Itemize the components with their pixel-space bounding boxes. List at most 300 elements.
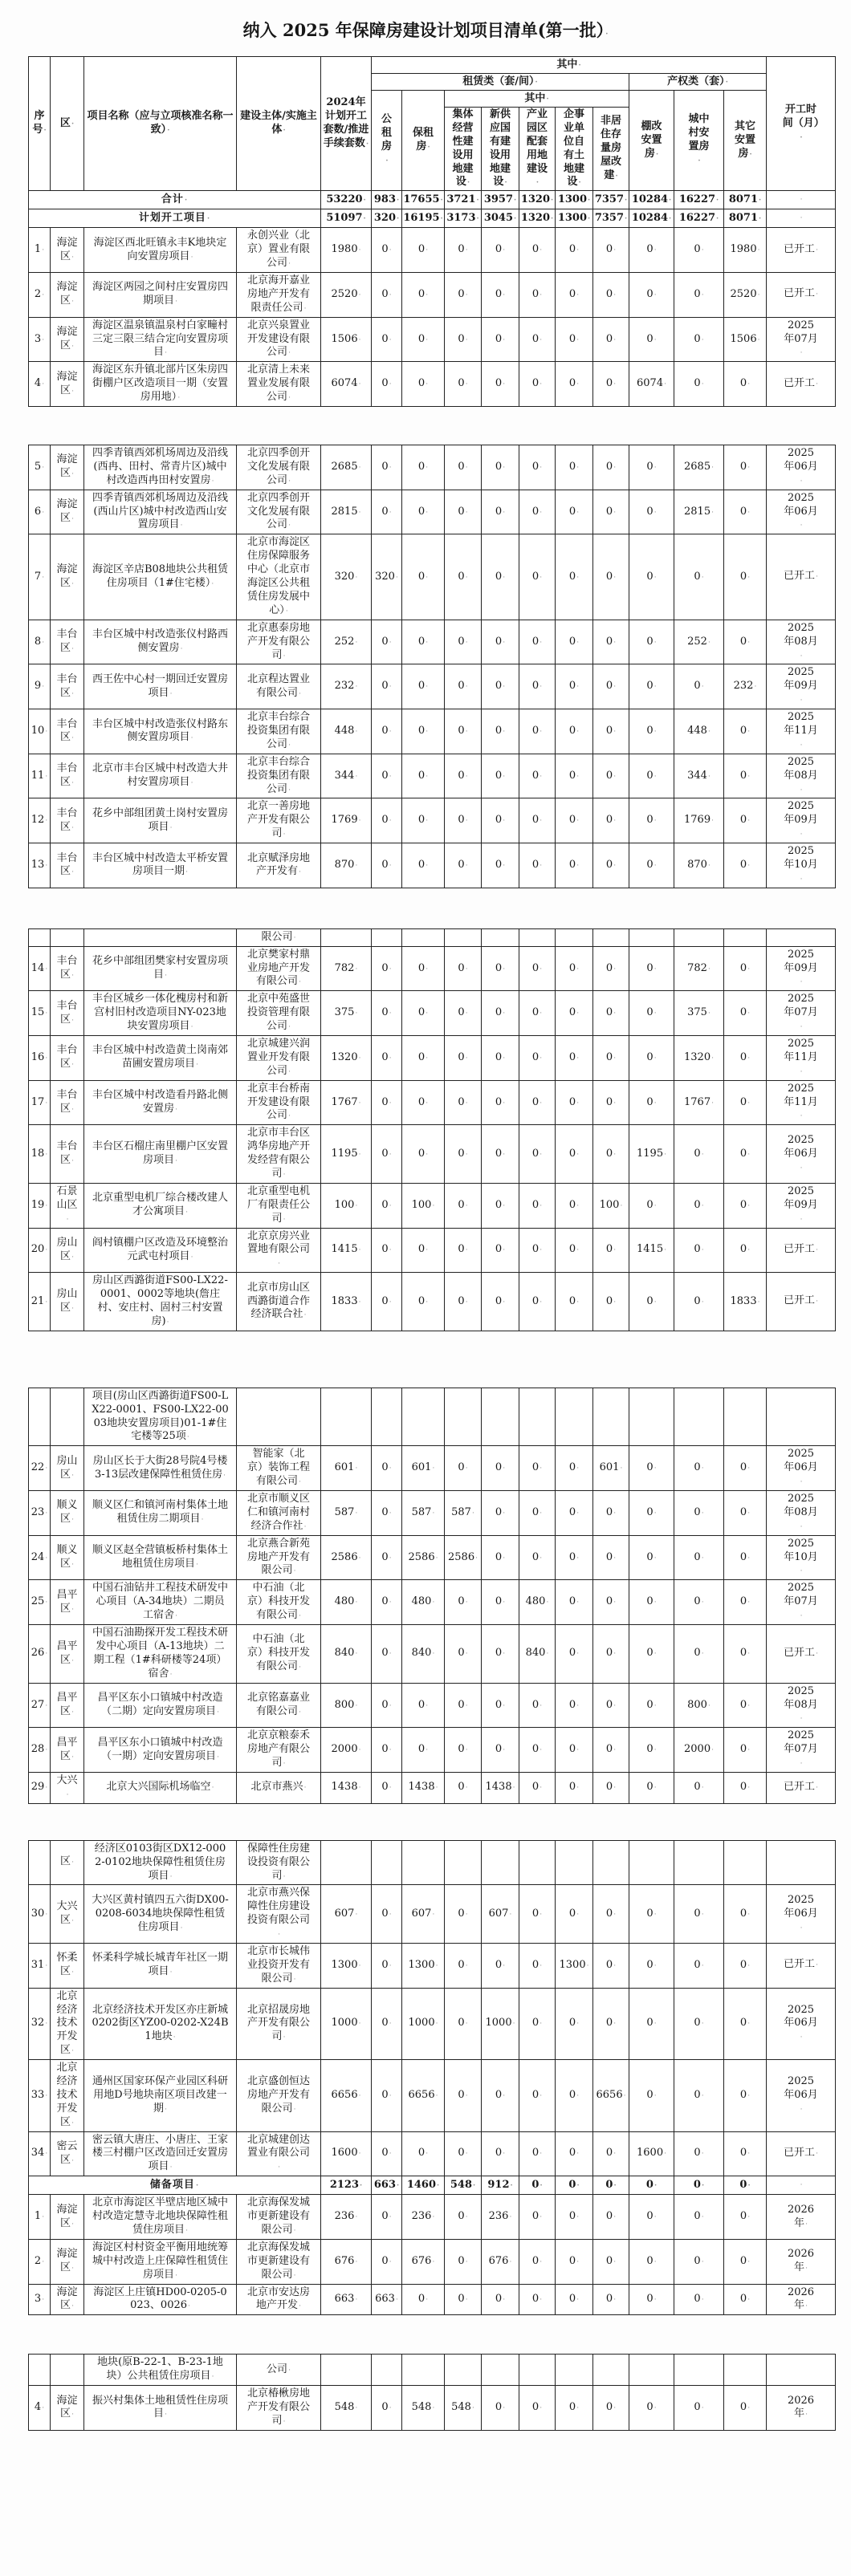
new-state-land-cell xyxy=(482,228,519,273)
collective-land-cell xyxy=(445,1388,482,1446)
public-rental-cell-text: 0 · xyxy=(381,2255,391,2267)
urban-village-resettle-cell xyxy=(674,664,724,709)
shantytown-resettle-cell xyxy=(629,2060,674,2131)
plan-2024-cell xyxy=(321,1035,372,1080)
new-state-land-cell xyxy=(482,843,519,888)
subsidized-rental-cell-text: 0 · xyxy=(418,1699,428,1711)
enterprise-land-cell xyxy=(556,1273,593,1331)
industrial-park-cell xyxy=(519,1580,556,1625)
urban-village-resettle-cell-text: 344 · xyxy=(687,770,711,782)
public-rental-cell xyxy=(372,317,402,362)
shantytown-resettle-cell-text: 0 · xyxy=(646,243,656,255)
other-resettle-cell xyxy=(724,2131,767,2176)
non-residential-cell-text: 0 · xyxy=(606,1006,616,1018)
col-header-enterprise-land-text: 企事业单位自有土地建设 · xyxy=(563,108,586,189)
start-time-cell xyxy=(767,1988,836,2059)
plan-2024-cell-text: 100 · xyxy=(335,1199,358,1211)
district-cell-text: 北京经济技术开发区 · xyxy=(56,2062,79,2129)
enterprise-land-cell xyxy=(556,709,593,754)
collective-land-cell-text: 0 · xyxy=(458,2017,467,2029)
project-row xyxy=(29,754,836,798)
seq-cell xyxy=(29,228,51,273)
public-rental-cell-text: 0 · xyxy=(381,2017,391,2029)
enterprise-land-cell-text: 0 · xyxy=(569,1699,579,1711)
subsidized-rental-cell-text: 601 · xyxy=(412,1461,435,1473)
new-state-land-cell xyxy=(482,1535,519,1580)
col-header-non-residential-text: 非居住存量房屋改建 · xyxy=(600,115,623,182)
shantytown-resettle-cell-text: 0 · xyxy=(646,1006,656,1018)
shantytown-resettle-cell xyxy=(629,2239,674,2284)
subsidized-rental-cell xyxy=(402,1625,445,1684)
plan-2024-cell xyxy=(321,1535,372,1580)
project-name-cell-text: 房山区西潞街道FS00-LX22-0001、0002等地块(詹庄村、安庄村、固村三村安置房) · xyxy=(92,1274,228,1327)
enterprise-land-cell xyxy=(556,273,593,318)
other-resettle-cell-text: 0 · xyxy=(740,814,750,826)
new-state-land-cell xyxy=(482,928,519,946)
plan-2024-cell xyxy=(321,1885,372,1944)
other-resettle-cell-text: 0 · xyxy=(740,1006,750,1018)
col-header-builder xyxy=(237,57,321,191)
other-resettle-cell xyxy=(724,2355,767,2386)
other-resettle-cell xyxy=(724,1446,767,1491)
shantytown-resettle-cell xyxy=(629,928,674,946)
start-time-cell-text: 2025年07月 · xyxy=(783,319,818,360)
seq-cell-text: 15 · xyxy=(31,1006,47,1018)
subsidized-rental-cell xyxy=(402,1228,445,1273)
builder-cell-text: 北京市安达房地产开发 · xyxy=(247,2286,310,2312)
district-cell-text: 海淀区 · xyxy=(56,281,79,308)
urban-village-resettle-cell xyxy=(674,1625,724,1684)
shantytown-resettle-cell xyxy=(629,1625,674,1684)
enterprise-land-cell-text: 0 · xyxy=(569,1743,579,1755)
collective-land-cell-text: 0 · xyxy=(458,1959,467,1971)
industrial-park-cell xyxy=(519,1772,556,1803)
start-time-cell-text: 已开工 · xyxy=(783,1781,818,1794)
col-header-subsidized-rental-text: 保租房 · xyxy=(412,127,435,154)
project-name-cell-text: 地块(原B-22-1、B-23-1地块）公共租赁住房项目 · xyxy=(97,2356,223,2382)
subsidized-rental-cell xyxy=(402,273,445,318)
project-row xyxy=(29,1772,836,1803)
new-state-land-cell-text: 0 · xyxy=(495,814,505,826)
enterprise-land-cell-text: 0 · xyxy=(569,962,579,974)
non-residential-cell-text: 0 · xyxy=(606,1595,616,1607)
new-state-land-cell xyxy=(482,1728,519,1773)
other-resettle-cell xyxy=(724,1683,767,1728)
collective-land-cell xyxy=(445,490,482,534)
col-header-subsidized-rental xyxy=(402,91,445,191)
public-rental-cell-text: 0 · xyxy=(381,1006,391,1018)
industrial-park-cell xyxy=(519,1728,556,1773)
public-rental-cell-text: 0 · xyxy=(381,1461,391,1473)
seq-cell xyxy=(29,798,51,843)
subsidized-rental-cell-text: 0 · xyxy=(418,377,428,389)
project-row xyxy=(29,1228,836,1273)
enterprise-land-cell xyxy=(556,317,593,362)
urban-village-resettle-cell xyxy=(674,1446,724,1491)
start-time-cell-text: 已开工 · xyxy=(783,1958,818,1972)
builder-cell-text: 北京盛创恒达房地产开发有限公司 · xyxy=(247,2075,310,2115)
collective-land-cell xyxy=(445,191,482,209)
public-rental-cell xyxy=(372,928,402,946)
subsidized-rental-cell-text: 480 · xyxy=(412,1595,435,1607)
shantytown-resettle-cell-text: 0 · xyxy=(646,1959,656,1971)
other-resettle-cell-text: 0 · xyxy=(740,1461,750,1473)
plan-2024-cell xyxy=(321,2176,372,2195)
project-name-cell-text: 房山区长于大街28号院4号楼3-13层改建保障性租赁住房 · xyxy=(93,1455,228,1481)
plan-2024-cell xyxy=(321,946,372,991)
urban-village-resettle-cell-text: 0 · xyxy=(694,333,703,345)
new-state-land-cell-text: 0 · xyxy=(495,1096,505,1108)
seq-cell-text: 5 · xyxy=(35,461,44,473)
col-header-project-name-text: 项目名称（应与立项核准名称一致） · xyxy=(87,110,233,136)
district-cell-text: 昌平区 · xyxy=(56,1737,79,1764)
shantytown-resettle-cell-text: 0 · xyxy=(646,288,656,300)
subsidized-rental-cell-text: 0 · xyxy=(418,1243,428,1255)
public-rental-cell-text: 0 · xyxy=(381,962,391,974)
start-time-cell-text: 已开工 · xyxy=(783,2147,818,2160)
industrial-park-cell xyxy=(519,2355,556,2386)
project-name-cell-text: 北京市海淀区半壁店地区城中村改造定慧寺北地块保障性租赁住房项目 · xyxy=(92,2196,228,2236)
other-resettle-cell-text: 0 · xyxy=(740,1199,750,1211)
new-state-land-cell xyxy=(482,2195,519,2240)
builder-cell-text: 北京清上未来置业发展有限公司 · xyxy=(247,364,310,403)
project-name-cell-text: 密云镇大唐庄、小唐庄、王家楼三村棚户区改造回迁安置房项目 · xyxy=(92,2134,228,2173)
project-name-cell-text: 西王佐中心村一期回迁安置房项目 · xyxy=(92,673,228,699)
public-rental-cell-text: 0 · xyxy=(381,680,391,692)
district-cell xyxy=(51,1183,84,1228)
public-rental-cell xyxy=(372,1683,402,1728)
shantytown-resettle-cell xyxy=(629,1080,674,1125)
industrial-park-cell xyxy=(519,2284,556,2315)
project-name-cell-text: 海淀区东升镇北部片区朱房四街棚户区改造项目一期（安置房用地） · xyxy=(92,364,228,403)
public-rental-cell-text: 0 · xyxy=(381,1743,391,1755)
col-header-property-group-text: 产权类（套） · xyxy=(667,75,728,87)
district-cell-text: 石景山区 · xyxy=(56,1185,79,1226)
start-time-cell-text xyxy=(783,2178,818,2192)
public-rental-cell-text: 320 · xyxy=(374,212,399,224)
district-cell xyxy=(51,1988,84,2059)
non-residential-cell xyxy=(593,1491,629,1536)
enterprise-land-cell xyxy=(556,620,593,664)
builder-cell-text: 北京市长城伟业投资开发有限公司 · xyxy=(247,1945,310,1985)
start-time-cell xyxy=(767,1683,836,1728)
non-residential-cell-text: 0 · xyxy=(606,1051,616,1063)
new-state-land-cell xyxy=(482,1125,519,1184)
start-time-cell xyxy=(767,534,836,620)
urban-village-resettle-cell xyxy=(674,946,724,991)
other-resettle-cell xyxy=(724,2239,767,2284)
urban-village-resettle-cell xyxy=(674,228,724,273)
urban-village-resettle-cell-text: 800 · xyxy=(687,1699,711,1711)
shantytown-resettle-cell xyxy=(629,1772,674,1803)
other-resettle-cell-text: 0 · xyxy=(740,962,750,974)
builder-cell-text: 北京樊家村鼎业房地产开发有限公司 · xyxy=(247,949,310,988)
col-header-district xyxy=(51,57,84,191)
builder-cell-text: 北京重型电机厂有限责任公司 · xyxy=(247,1185,310,1225)
collective-land-cell-text: 3721 · xyxy=(446,193,478,205)
enterprise-land-cell-text: 1300 · xyxy=(560,1959,589,1971)
collective-land-cell-text: 0 · xyxy=(458,725,467,737)
builder-cell xyxy=(237,1885,321,1944)
industrial-park-cell-text: 0 · xyxy=(532,333,542,345)
other-resettle-cell xyxy=(724,1840,767,1885)
collective-land-cell-text: 0 · xyxy=(458,1096,467,1108)
builder-cell-text: 北京城建创达置业有限公司 · xyxy=(247,2134,310,2173)
start-time-cell-text: 2025年11月 · xyxy=(783,1038,818,1079)
urban-village-resettle-cell xyxy=(674,620,724,664)
other-resettle-cell-text: 0 · xyxy=(740,725,750,737)
plan-2024-cell xyxy=(321,620,372,664)
new-state-land-cell-text: 0 · xyxy=(495,333,505,345)
urban-village-resettle-cell xyxy=(674,209,724,228)
plan-2024-cell-text: 870 · xyxy=(335,859,358,871)
col-header-shantytown-resettle xyxy=(629,91,674,191)
subsidized-rental-cell-text: 0 · xyxy=(418,2147,428,2159)
public-rental-cell-text: 0 · xyxy=(381,506,391,518)
new-state-land-cell-text: 0 · xyxy=(495,243,505,255)
urban-village-resettle-cell-text: 0 · xyxy=(694,2255,703,2267)
collective-land-cell-text: 0 · xyxy=(458,636,467,648)
project-row xyxy=(29,1885,836,1944)
tables-container xyxy=(0,56,851,2431)
plan-2024-cell-text: 1438 · xyxy=(332,1781,361,1793)
plan-2024-cell xyxy=(321,1683,372,1728)
start-time-cell-text: 2026年 · xyxy=(783,2395,818,2422)
shantytown-resettle-cell xyxy=(629,709,674,754)
new-state-land-cell-text: 0 · xyxy=(495,571,505,583)
plan-2024-cell xyxy=(321,362,372,407)
project-name-cell xyxy=(84,1035,237,1080)
non-residential-cell-text: 0 · xyxy=(606,1781,616,1793)
shantytown-resettle-cell xyxy=(629,620,674,664)
plan-2024-cell xyxy=(321,1943,372,1988)
plan-2024-cell-text: 236 · xyxy=(335,2210,358,2222)
seq-cell-text: 18 · xyxy=(31,1148,47,1160)
subsidized-rental-cell xyxy=(402,2060,445,2131)
project-row xyxy=(29,362,836,407)
shantytown-resettle-cell-text: 0 · xyxy=(646,2089,656,2101)
plan-2024-cell xyxy=(321,1491,372,1536)
project-row xyxy=(29,664,836,709)
project-name-cell xyxy=(84,1080,237,1125)
shantytown-resettle-cell-text: 0 · xyxy=(646,770,656,782)
enterprise-land-cell xyxy=(556,1491,593,1536)
collective-land-cell-text: 0 · xyxy=(458,1781,467,1793)
new-state-land-cell-text: 0 · xyxy=(495,2401,505,2413)
shantytown-resettle-cell xyxy=(629,2195,674,2240)
plan-2024-cell xyxy=(321,754,372,798)
new-state-land-cell-text: 0 · xyxy=(495,1243,505,1255)
project-name-cell xyxy=(84,1625,237,1684)
project-name-cell xyxy=(84,2131,237,2176)
seq-cell-text: 17 · xyxy=(31,1096,47,1108)
other-resettle-cell-text: 0 · xyxy=(740,1551,750,1563)
non-residential-cell-text: 0 · xyxy=(606,377,616,389)
new-state-land-cell xyxy=(482,1625,519,1684)
builder-cell-text: 智能家（北京）装饰工程有限公司 · xyxy=(247,1448,310,1487)
builder-cell xyxy=(237,1772,321,1803)
industrial-park-cell-text: 0 · xyxy=(532,1199,542,1211)
public-rental-cell-text: 0 · xyxy=(381,814,391,826)
project-name-cell-text: 通州区国家环保产业园区科研用地D号地块南区项目改建一期 · xyxy=(92,2075,228,2115)
new-state-land-cell-text: 0 · xyxy=(495,1506,505,1518)
collective-land-cell-text: 0 · xyxy=(458,1595,467,1607)
industrial-park-cell-text: 0 · xyxy=(532,1006,542,1018)
builder-cell-text: 北京市丰台区鸿华房地产开发经营有限公司 · xyxy=(247,1127,310,1180)
public-rental-cell xyxy=(372,1125,402,1184)
shantytown-resettle-cell-text: 0 · xyxy=(646,333,656,345)
new-state-land-cell-text: 0 · xyxy=(495,1743,505,1755)
new-state-land-cell xyxy=(482,946,519,991)
enterprise-land-cell-text: 1300 · xyxy=(558,212,590,224)
project-name-cell xyxy=(84,2060,237,2131)
builder-cell xyxy=(237,1625,321,1684)
project-name-cell xyxy=(84,1772,237,1803)
other-resettle-cell-text: 0 · xyxy=(740,2147,750,2159)
subsidized-rental-cell-text: 0 · xyxy=(418,506,428,518)
other-resettle-cell-text: 0 · xyxy=(740,636,750,648)
non-residential-cell xyxy=(593,709,629,754)
project-row xyxy=(29,843,836,888)
new-state-land-cell xyxy=(482,2284,519,2315)
subsidized-rental-cell xyxy=(402,534,445,620)
builder-cell xyxy=(237,1683,321,1728)
public-rental-cell-text: 663 · xyxy=(374,2179,399,2191)
seq-cell-text: 33 · xyxy=(31,2089,47,2101)
new-state-land-cell xyxy=(482,1183,519,1228)
public-rental-cell xyxy=(372,991,402,1036)
subsidized-rental-cell xyxy=(402,709,445,754)
builder-cell-text: 北京京粮泰禾房地产有限公司 · xyxy=(247,1729,310,1769)
other-resettle-cell-text: 2520 · xyxy=(731,288,760,300)
industrial-park-cell-text: 0 · xyxy=(532,680,542,692)
plan-2024-cell xyxy=(321,1728,372,1773)
other-resettle-cell-text: 0 · xyxy=(740,506,750,518)
col-header-rental-group xyxy=(372,74,629,91)
new-state-land-cell xyxy=(482,445,519,490)
builder-cell xyxy=(237,1080,321,1125)
start-time-cell-text: 2025年06月 · xyxy=(783,2075,818,2116)
urban-village-resettle-cell xyxy=(674,928,724,946)
urban-village-resettle-cell xyxy=(674,991,724,1036)
industrial-park-cell xyxy=(519,1446,556,1491)
subsidized-rental-cell xyxy=(402,2176,445,2195)
seq-cell-text: 2 · xyxy=(35,288,44,300)
public-rental-cell xyxy=(372,754,402,798)
district-cell xyxy=(51,317,84,362)
subsidized-rental-cell xyxy=(402,664,445,709)
start-time-cell xyxy=(767,2195,836,2240)
public-rental-cell xyxy=(372,1943,402,1988)
enterprise-land-cell xyxy=(556,946,593,991)
industrial-park-cell xyxy=(519,273,556,318)
summary-label-cell-text: 储备项目 · xyxy=(150,2179,199,2191)
plan-2024-cell-text: 344 · xyxy=(335,770,358,782)
non-residential-cell xyxy=(593,2239,629,2284)
seq-cell-text: 16 · xyxy=(31,1051,47,1063)
shantytown-resettle-cell xyxy=(629,534,674,620)
summary-row xyxy=(29,2176,836,2195)
collective-land-cell xyxy=(445,1840,482,1885)
public-rental-cell-text: 0 · xyxy=(381,1647,391,1659)
industrial-park-cell xyxy=(519,1683,556,1728)
start-time-cell xyxy=(767,754,836,798)
non-residential-cell xyxy=(593,1625,629,1684)
urban-village-resettle-cell xyxy=(674,273,724,318)
project-name-cell xyxy=(84,2239,237,2284)
non-residential-cell xyxy=(593,2131,629,2176)
non-residential-cell-text: 6656 · xyxy=(597,2089,626,2101)
col-header-shantytown-resettle-text: 棚改安置房 · xyxy=(640,120,663,161)
enterprise-land-cell xyxy=(556,1035,593,1080)
new-state-land-cell xyxy=(482,991,519,1036)
project-name-cell-text: 海淀区温泉镇温泉村白家疃村三定三限三结合定向安置房项目 · xyxy=(92,319,228,359)
new-state-land-cell xyxy=(482,1580,519,1625)
district-cell-text: 海淀区 · xyxy=(56,453,79,481)
project-row xyxy=(29,1080,836,1125)
urban-village-resettle-cell xyxy=(674,2239,724,2284)
collective-land-cell xyxy=(445,798,482,843)
industrial-park-cell xyxy=(519,362,556,407)
seq-cell xyxy=(29,2355,51,2386)
start-time-cell xyxy=(767,664,836,709)
enterprise-land-cell-text: 0 · xyxy=(569,2089,579,2101)
industrial-park-cell-text: 0 · xyxy=(532,1908,542,1920)
new-state-land-cell xyxy=(482,1683,519,1728)
builder-cell-text: 保障性住房建设投资有限公司 · xyxy=(247,1843,310,1882)
new-state-land-cell xyxy=(482,273,519,318)
builder-cell-text: 北京程达置业有限公司 · xyxy=(247,673,310,699)
project-row xyxy=(29,1035,836,1080)
start-time-cell xyxy=(767,928,836,946)
project-name-cell xyxy=(84,1683,237,1728)
other-resettle-cell-text: 0 · xyxy=(740,1243,750,1255)
project-name-cell xyxy=(84,1446,237,1491)
industrial-park-cell-text: 0 · xyxy=(532,288,542,300)
collective-land-cell-text: 0 · xyxy=(458,461,467,473)
district-cell-text: 顺义区 · xyxy=(56,1544,79,1571)
other-resettle-cell xyxy=(724,1080,767,1125)
public-rental-cell xyxy=(372,1580,402,1625)
seq-cell-text: 25 · xyxy=(31,1595,47,1607)
plan-2024-cell xyxy=(321,2060,372,2131)
collective-land-cell xyxy=(445,362,482,407)
shantytown-resettle-cell-text: 0 · xyxy=(646,680,656,692)
builder-cell xyxy=(237,709,321,754)
start-time-cell xyxy=(767,2284,836,2315)
new-state-land-cell-text: 0 · xyxy=(495,2147,505,2159)
project-name-cell xyxy=(84,1728,237,1773)
start-time-cell-text: 2025年06月 · xyxy=(783,1894,818,1935)
collective-land-cell xyxy=(445,1625,482,1684)
plan-2024-cell-text: 232 · xyxy=(335,680,358,692)
district-cell-text: 房山区 · xyxy=(56,1237,79,1264)
project-row xyxy=(29,2239,836,2284)
public-rental-cell-text: 0 · xyxy=(381,636,391,648)
public-rental-cell-text: 0 · xyxy=(381,1243,391,1255)
new-state-land-cell xyxy=(482,1943,519,1988)
shantytown-resettle-cell xyxy=(629,2355,674,2386)
new-state-land-cell xyxy=(482,2386,519,2431)
start-time-cell-text xyxy=(783,211,818,225)
other-resettle-cell-text: 0 · xyxy=(740,1051,750,1063)
collective-land-cell xyxy=(445,2386,482,2431)
public-rental-cell xyxy=(372,1491,402,1536)
plan-2024-cell xyxy=(321,991,372,1036)
start-time-cell xyxy=(767,2176,836,2195)
non-residential-cell-text: 100 · xyxy=(600,1199,623,1211)
subsidized-rental-cell-text: 676 · xyxy=(412,2255,435,2267)
